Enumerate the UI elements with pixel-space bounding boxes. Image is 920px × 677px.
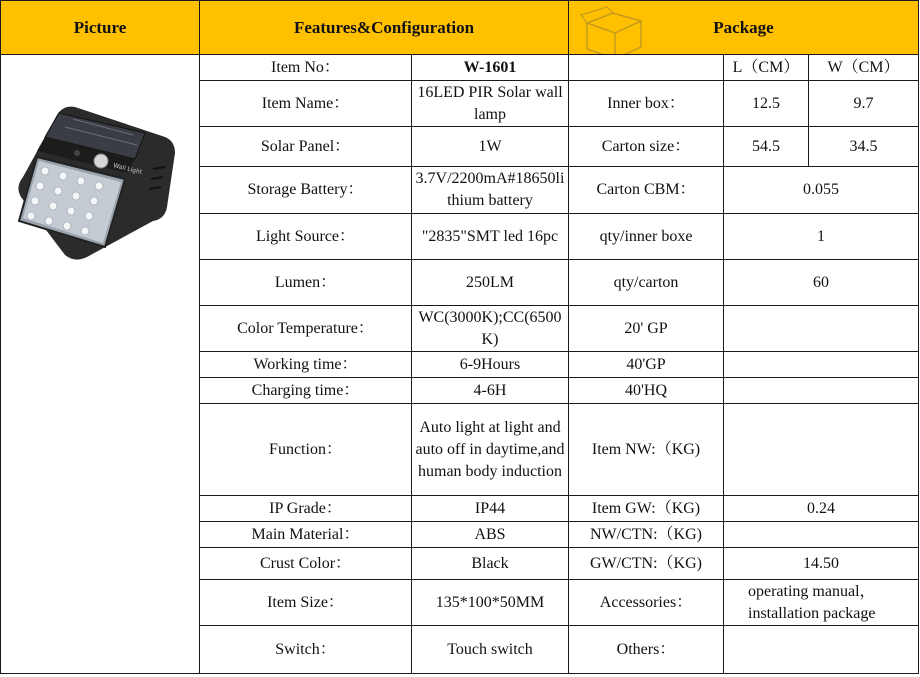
value-color-temperature: WC(3000K);CC(6500K) [412, 306, 569, 352]
value-switch: Touch switch [412, 626, 569, 674]
col-w-header: W（CM） [809, 55, 919, 81]
value-function: Auto light at light and auto off in daytime,and human body induction [412, 404, 569, 496]
accessories-label: Accessories： [569, 580, 724, 626]
value-lumen: 250LM [412, 260, 569, 306]
item-gw-value: 0.24 [724, 496, 919, 522]
gp20-value [724, 306, 919, 352]
item-gw-label: Item GW:（KG) [569, 496, 724, 522]
carton-size-w: 34.5 [809, 127, 919, 167]
qty-carton-value: 60 [724, 260, 919, 306]
header-picture: Picture [1, 1, 200, 55]
value-crust-color: Black [412, 548, 569, 580]
item-nw-value [724, 404, 919, 496]
label-item-no: Item No： [200, 55, 412, 81]
header-package-label: Package [713, 17, 774, 37]
label-working-time: Working time： [200, 352, 412, 378]
gw-ctn-value: 14.50 [724, 548, 919, 580]
header-row [1, 1, 919, 55]
value-item-size: 135*100*50MM [412, 580, 569, 626]
label-function: Function： [200, 404, 412, 496]
carton-cbm-value: 0.055 [724, 167, 919, 214]
value-main-material: ABS [412, 522, 569, 548]
gw-ctn-label: GW/CTN:（KG) [569, 548, 724, 580]
qty-inner-value: 1 [724, 214, 919, 260]
picture-cell [1, 55, 200, 674]
label-charging-time: Charging time： [200, 378, 412, 404]
gp40-label: 40'GP [569, 352, 724, 378]
package-empty-cell [569, 55, 724, 81]
svg-text:Wall Light: Wall Light [112, 162, 143, 177]
carton-cbm-label: Carton CBM： [569, 167, 724, 214]
label-item-name: Item Name： [200, 81, 412, 127]
col-l-header: L（CM） [724, 55, 809, 81]
hq40-label: 40'HQ [569, 378, 724, 404]
value-ip-grade: IP44 [412, 496, 569, 522]
label-crust-color: Crust Color： [200, 548, 412, 580]
others-value [724, 626, 919, 674]
inner-box-l: 12.5 [724, 81, 809, 127]
value-item-no: W-1601 [412, 55, 569, 81]
label-lumen: Lumen： [200, 260, 412, 306]
value-item-name: 16LED PIR Solar wall lamp [412, 81, 569, 127]
value-working-time: 6-9Hours [412, 352, 569, 378]
value-storage-battery: 3.7V/2200mA#18650lithium battery [412, 167, 569, 214]
gp20-label: 20' GP [569, 306, 724, 352]
carton-size-l: 54.5 [724, 127, 809, 167]
nw-ctn-label: NW/CTN:（KG) [569, 522, 724, 548]
label-switch: Switch： [200, 626, 412, 674]
label-main-material: Main Material： [200, 522, 412, 548]
label-solar-panel: Solar Panel： [200, 127, 412, 167]
qty-carton-label: qty/carton [569, 260, 724, 306]
box-sketch-icon [579, 5, 649, 55]
inner-box-w: 9.7 [809, 81, 919, 127]
table-row [1, 55, 919, 81]
accessories-value: operating manual，installation package [724, 580, 919, 626]
carton-size-label: Carton size： [569, 127, 724, 167]
label-item-size: Item Size： [200, 580, 412, 626]
value-charging-time: 4-6H [412, 378, 569, 404]
qty-inner-label: qty/inner boxe [569, 214, 724, 260]
gp40-value [724, 352, 919, 378]
label-light-source: Light Source： [200, 214, 412, 260]
label-ip-grade: IP Grade： [200, 496, 412, 522]
item-nw-label: Item NW:（KG) [569, 404, 724, 496]
inner-box-label: Inner box： [569, 81, 724, 127]
header-package [569, 1, 919, 55]
value-light-source: "2835"SMT led 16pc [412, 214, 569, 260]
label-color-temperature: Color Temperature： [200, 306, 412, 352]
header-features: Features&Configuration [200, 1, 569, 55]
nw-ctn-value [724, 522, 919, 548]
hq40-value [724, 378, 919, 404]
others-label: Others： [569, 626, 724, 674]
solar-wall-lamp-image [15, 97, 185, 267]
value-solar-panel: 1W [412, 127, 569, 167]
label-storage-battery: Storage Battery： [200, 167, 412, 214]
